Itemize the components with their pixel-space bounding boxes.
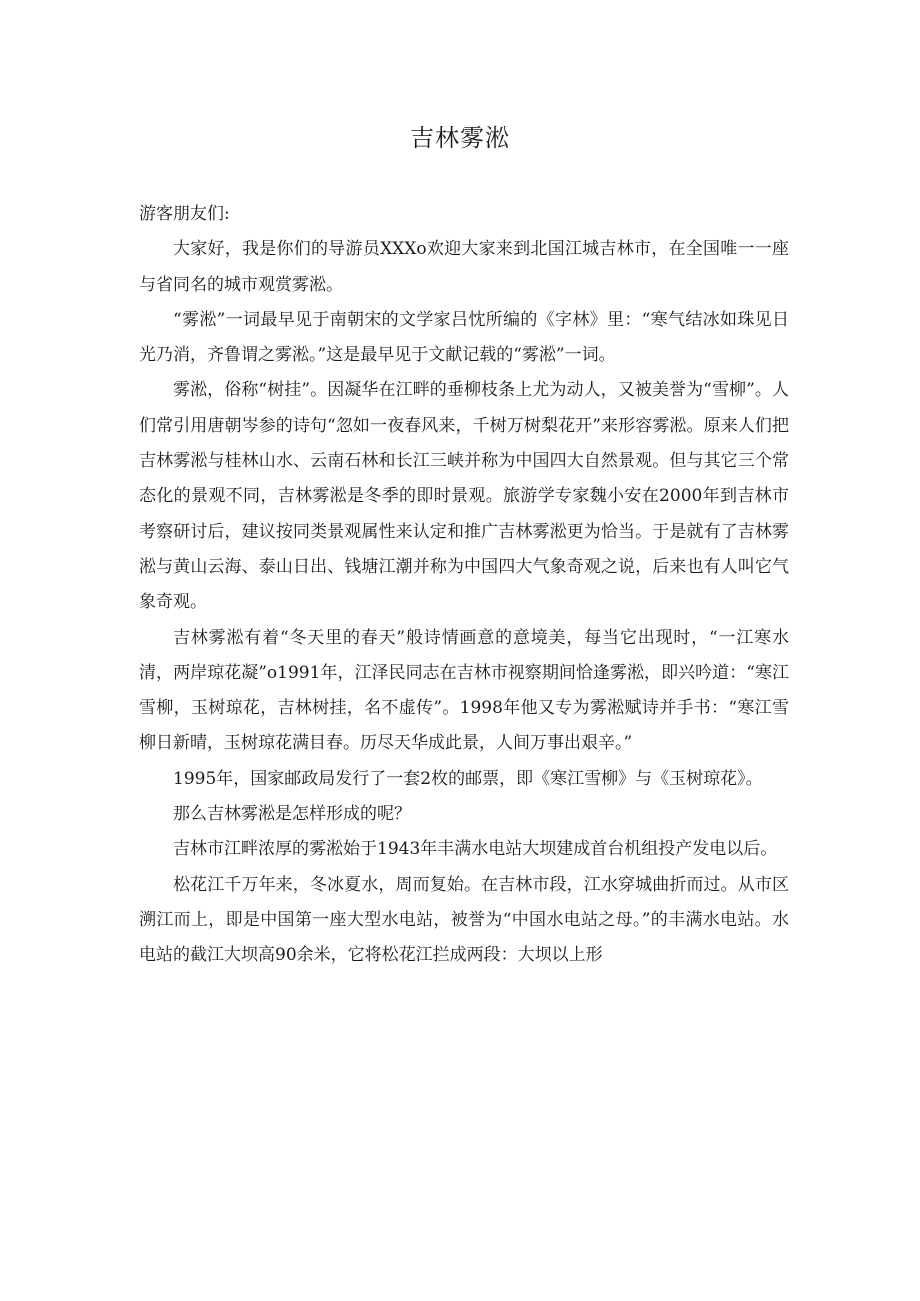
paragraph-songhua-river: 松花江千万年来，冬冰夏水，周而复始。在吉林市段，江水穿城曲折而过。从市区溯江而上，即是中国第一座大型水电站，被誉为“中国水电站之母。”的丰满水电站。水电站的截江大坝高90余米，它将松花江拦成两段：大坝以上形 [139, 874, 789, 966]
document-body [139, 197, 789, 974]
paragraph-stamps: 1995年，国家邮政局发行了一套2枚的邮票，即《寒江雪柳》与《玉树琼花》。 [173, 768, 763, 789]
paragraph-shugua: 雾淞，俗称“树挂”。因凝华在江畔的垂柳枝条上尤为动人，又被美誉为“雪柳”。人们常引用唐朝岑参的诗句“忽如一夜春风来，千树万树梨花开”来形容雾淞。原来人们把吉林雾淞与桂林山水、云南石林和长江三峡并称为中国四大自然景观。但与其它三个常态化的景观不同，吉林雾淞是冬季的即时景观。旅游学专家魏小安在2000年到吉林市考察研讨后，建议按同类景观属性来认定和推广吉林雾淞更为恰当。于是就有了吉林雾淞与黄山云海、泰山日出、钱塘江潮并称为中国四大气象奇观之说，后来也有人叫它气象奇观。 [139, 380, 789, 613]
paragraph-origin: 吉林市江畔浓厚的雾淞始于1943年丰满水电站大坝建成首台机组投产发电以后。 [173, 839, 778, 860]
document-title: 吉林雾淞 [410, 124, 510, 152]
salutation: 游客朋友们: [139, 204, 230, 224]
paragraph-etymology: “雾淞”一词最早见于南朝宋的文学家吕忱所编的《字林》里：“寒气结冰如珠见日光乃消，齐鲁谓之雾淞。”这是最早见于文献记载的“雾淞”一词。 [139, 309, 789, 366]
paragraph-greeting: 大家好，我是你们的导游员XXXo欢迎大家来到北国江城吉林市，在全国唯一一座与省同名的城市观赏雾淞。 [139, 239, 789, 295]
paragraph-poetry: 吉林雾淞有着“冬天里的春天”般诗情画意的意境美，每当它出现时，“一江寒水清，两岸琼花凝”o1991年，江泽民同志在吉林市视察期间恰逢雾淞，即兴吟道：“寒江雪柳，玉树琼花，吉林树挂，名不虚传”。1998年他又专为雾淞赋诗并手书：“寒江雪柳日新晴，玉树琼花满目春。历尽天华成此景，人间万事出艰辛。” [139, 627, 789, 754]
paragraph-question: 那么吉林雾淞是怎样形成的呢？ [173, 804, 411, 825]
